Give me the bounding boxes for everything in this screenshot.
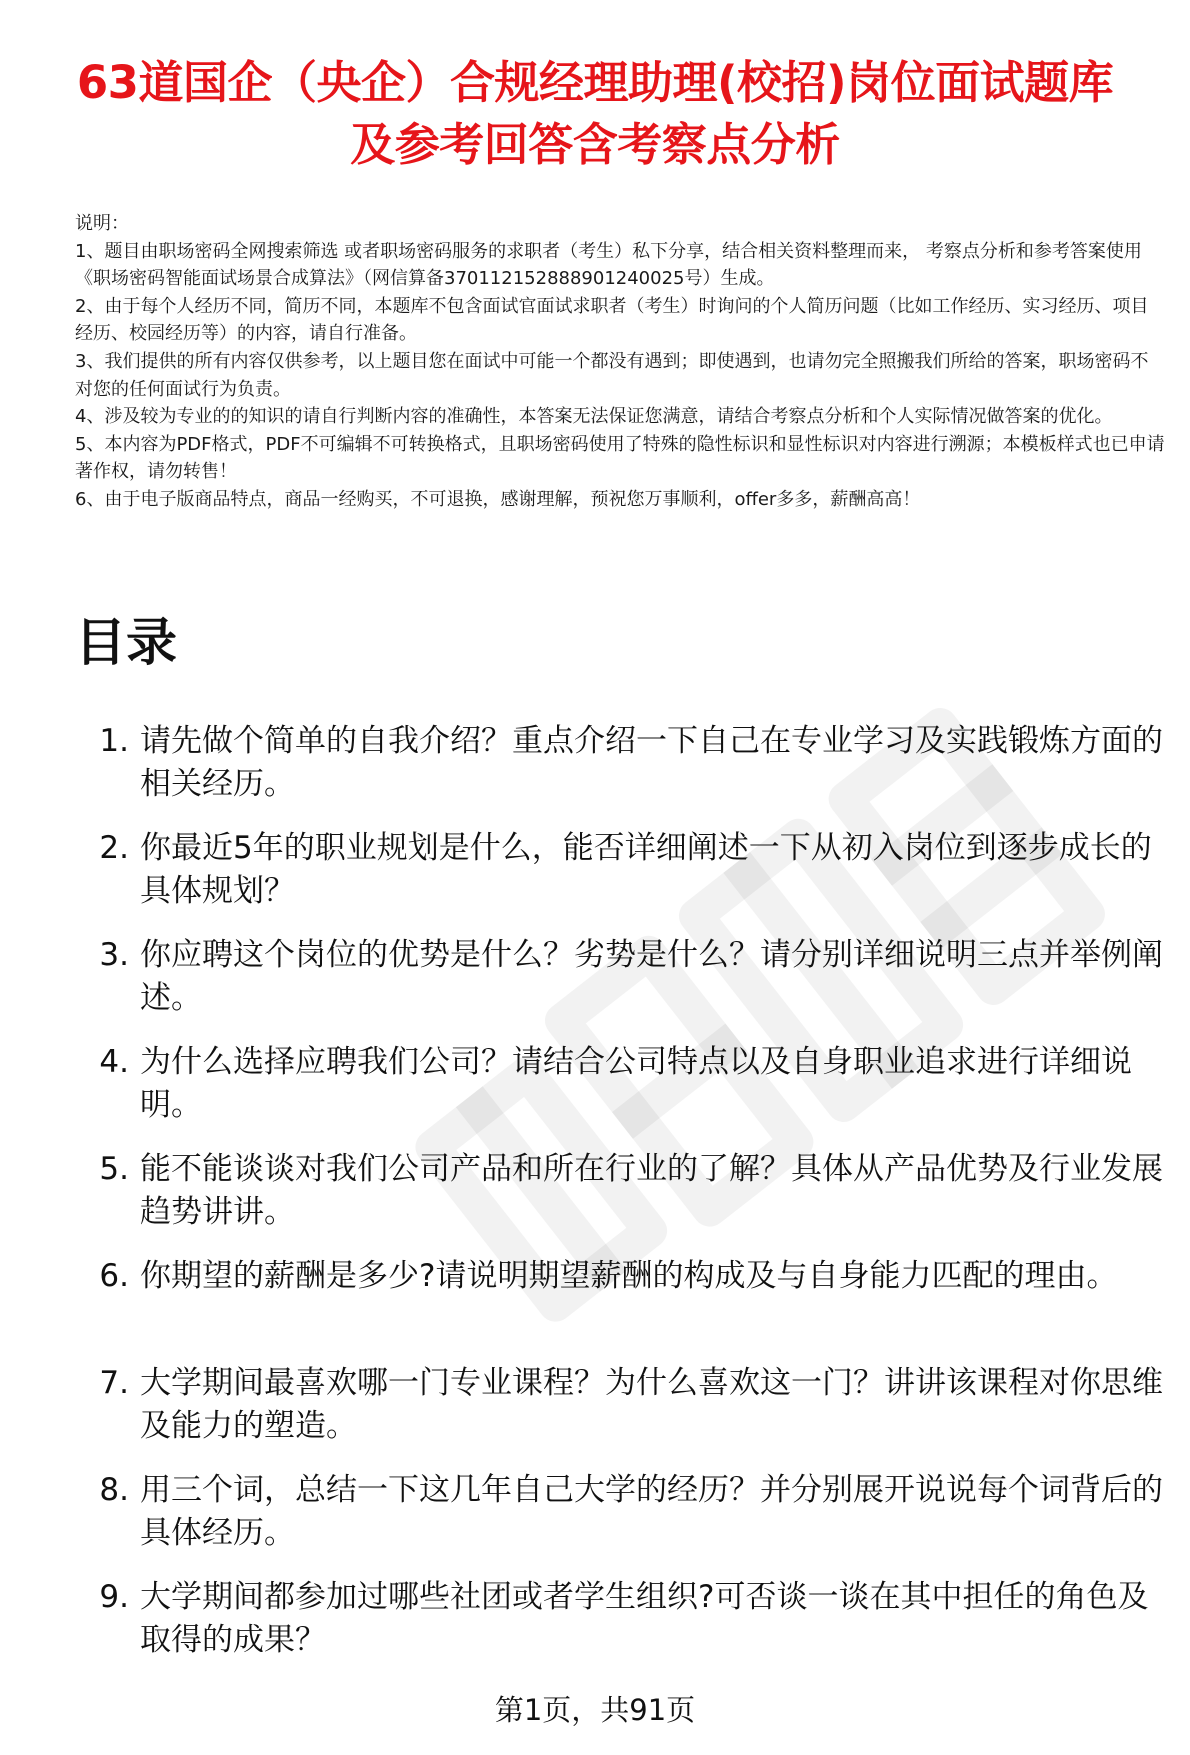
document-title: 63道国企（央企）合规经理助理(校招)岗位面试题库及参考回答含考察点分析: [76, 56, 1114, 171]
toc-item-text: 大学期间最喜欢哪一门专业课程？为什么喜欢这一门？讲讲该课程对你思维及能力的塑造。: [140, 1365, 1163, 1444]
notes-section: [75, 210, 1165, 514]
toc-item[interactable]: [75, 1362, 1165, 1469]
toc-item[interactable]: [75, 1576, 1165, 1683]
toc-heading: 目录: [75, 614, 178, 673]
toc-item-number: 4.: [99, 1044, 129, 1080]
note-item: 3、我们提供的所有内容仅供参考，以上题目您在面试中可能一个都没有遇到；即使遇到，也请勿完全照搬我们所给的答案，职场密码不对您的任何面试行为负责。: [75, 350, 1149, 400]
toc-item[interactable]: [75, 934, 1165, 1041]
toc-item-number: 9.: [99, 1579, 129, 1615]
toc-item-text: 你最近5年的职业规划是什么，能否详细阐述一下从初入岗位到逐步成长的具体规划？: [140, 830, 1152, 909]
notes-label: 说明：: [75, 213, 129, 234]
note-item: 4、涉及较为专业的的知识的请自行判断内容的准确性，本答案无法保证您满意，请结合考察点分析和个人实际情况做答案的优化。: [75, 406, 1113, 428]
note-item: 1、题目由职场密码全网搜索筛选 或者职场密码服务的求职者（考生）私下分享，结合相关资料整理而来， 考察点分析和参考答案使用《职场密码智能面试场景合成算法》（网信算备370112152888901240025号）生成。: [75, 240, 1142, 290]
toc-item-number: 6.: [99, 1258, 129, 1294]
toc-item-text: 请先做个简单的自我介绍？重点介绍一下自己在专业学习及实践锻炼方面的相关经历。: [140, 723, 1163, 802]
page-footer: 第1页，共91页: [494, 1693, 696, 1727]
note-item: 6、由于电子版商品特点，商品一经购买，不可退换，感谢理解，预祝您万事顺利，offer多多，薪酬高高！: [75, 488, 921, 510]
toc-item-number: 2.: [99, 830, 129, 866]
toc-item-text: 能不能谈谈对我们公司产品和所在行业的了解？具体从产品优势及行业发展趋势讲讲。: [140, 1151, 1163, 1230]
toc-item[interactable]: [75, 1255, 1165, 1362]
toc-item[interactable]: [75, 720, 1165, 827]
toc-list: [75, 720, 1165, 1683]
toc-item[interactable]: [75, 1148, 1165, 1255]
toc-item-text: 你应聘这个岗位的优势是什么？劣势是什么？请分别详细说明三点并举例阐述。: [140, 937, 1163, 1016]
toc-item[interactable]: [75, 1041, 1165, 1148]
toc-item-number: 3.: [99, 937, 129, 973]
toc-item-number: 7.: [99, 1365, 129, 1401]
toc-item-number: 5.: [99, 1151, 129, 1187]
note-item: 5、本内容为PDF格式，PDF不可编辑不可转换格式，且职场密码使用了特殊的隐性标识和显性标识对内容进行溯源；本模板样式也已申请著作权，请勿转售！: [75, 433, 1165, 483]
toc-item[interactable]: [75, 827, 1165, 934]
toc-item-text: 大学期间都参加过哪些社团或者学生组织?可否谈一谈在其中担任的角色及取得的成果？: [140, 1579, 1149, 1658]
toc-item-number: 8.: [99, 1472, 129, 1508]
toc-item-text: 为什么选择应聘我们公司？请结合公司特点以及自身职业追求进行详细说明。: [140, 1044, 1132, 1123]
toc-item[interactable]: [75, 1469, 1165, 1576]
toc-item-text: 你期望的薪酬是多少?请说明期望薪酬的构成及与自身能力匹配的理由。: [140, 1258, 1118, 1294]
toc-item-number: 1.: [99, 723, 129, 759]
toc-item-text: 用三个词，总结一下这几年自己大学的经历？并分别展开说说每个词背后的具体经历。: [140, 1472, 1163, 1551]
note-item: 2、由于每个人经历不同，简历不同，本题库不包含面试官面试求职者（考生）时询问的个人简历问题（比如工作经历、实习经历、项目经历、校园经历等）的内容，请自行准备。: [75, 295, 1149, 345]
